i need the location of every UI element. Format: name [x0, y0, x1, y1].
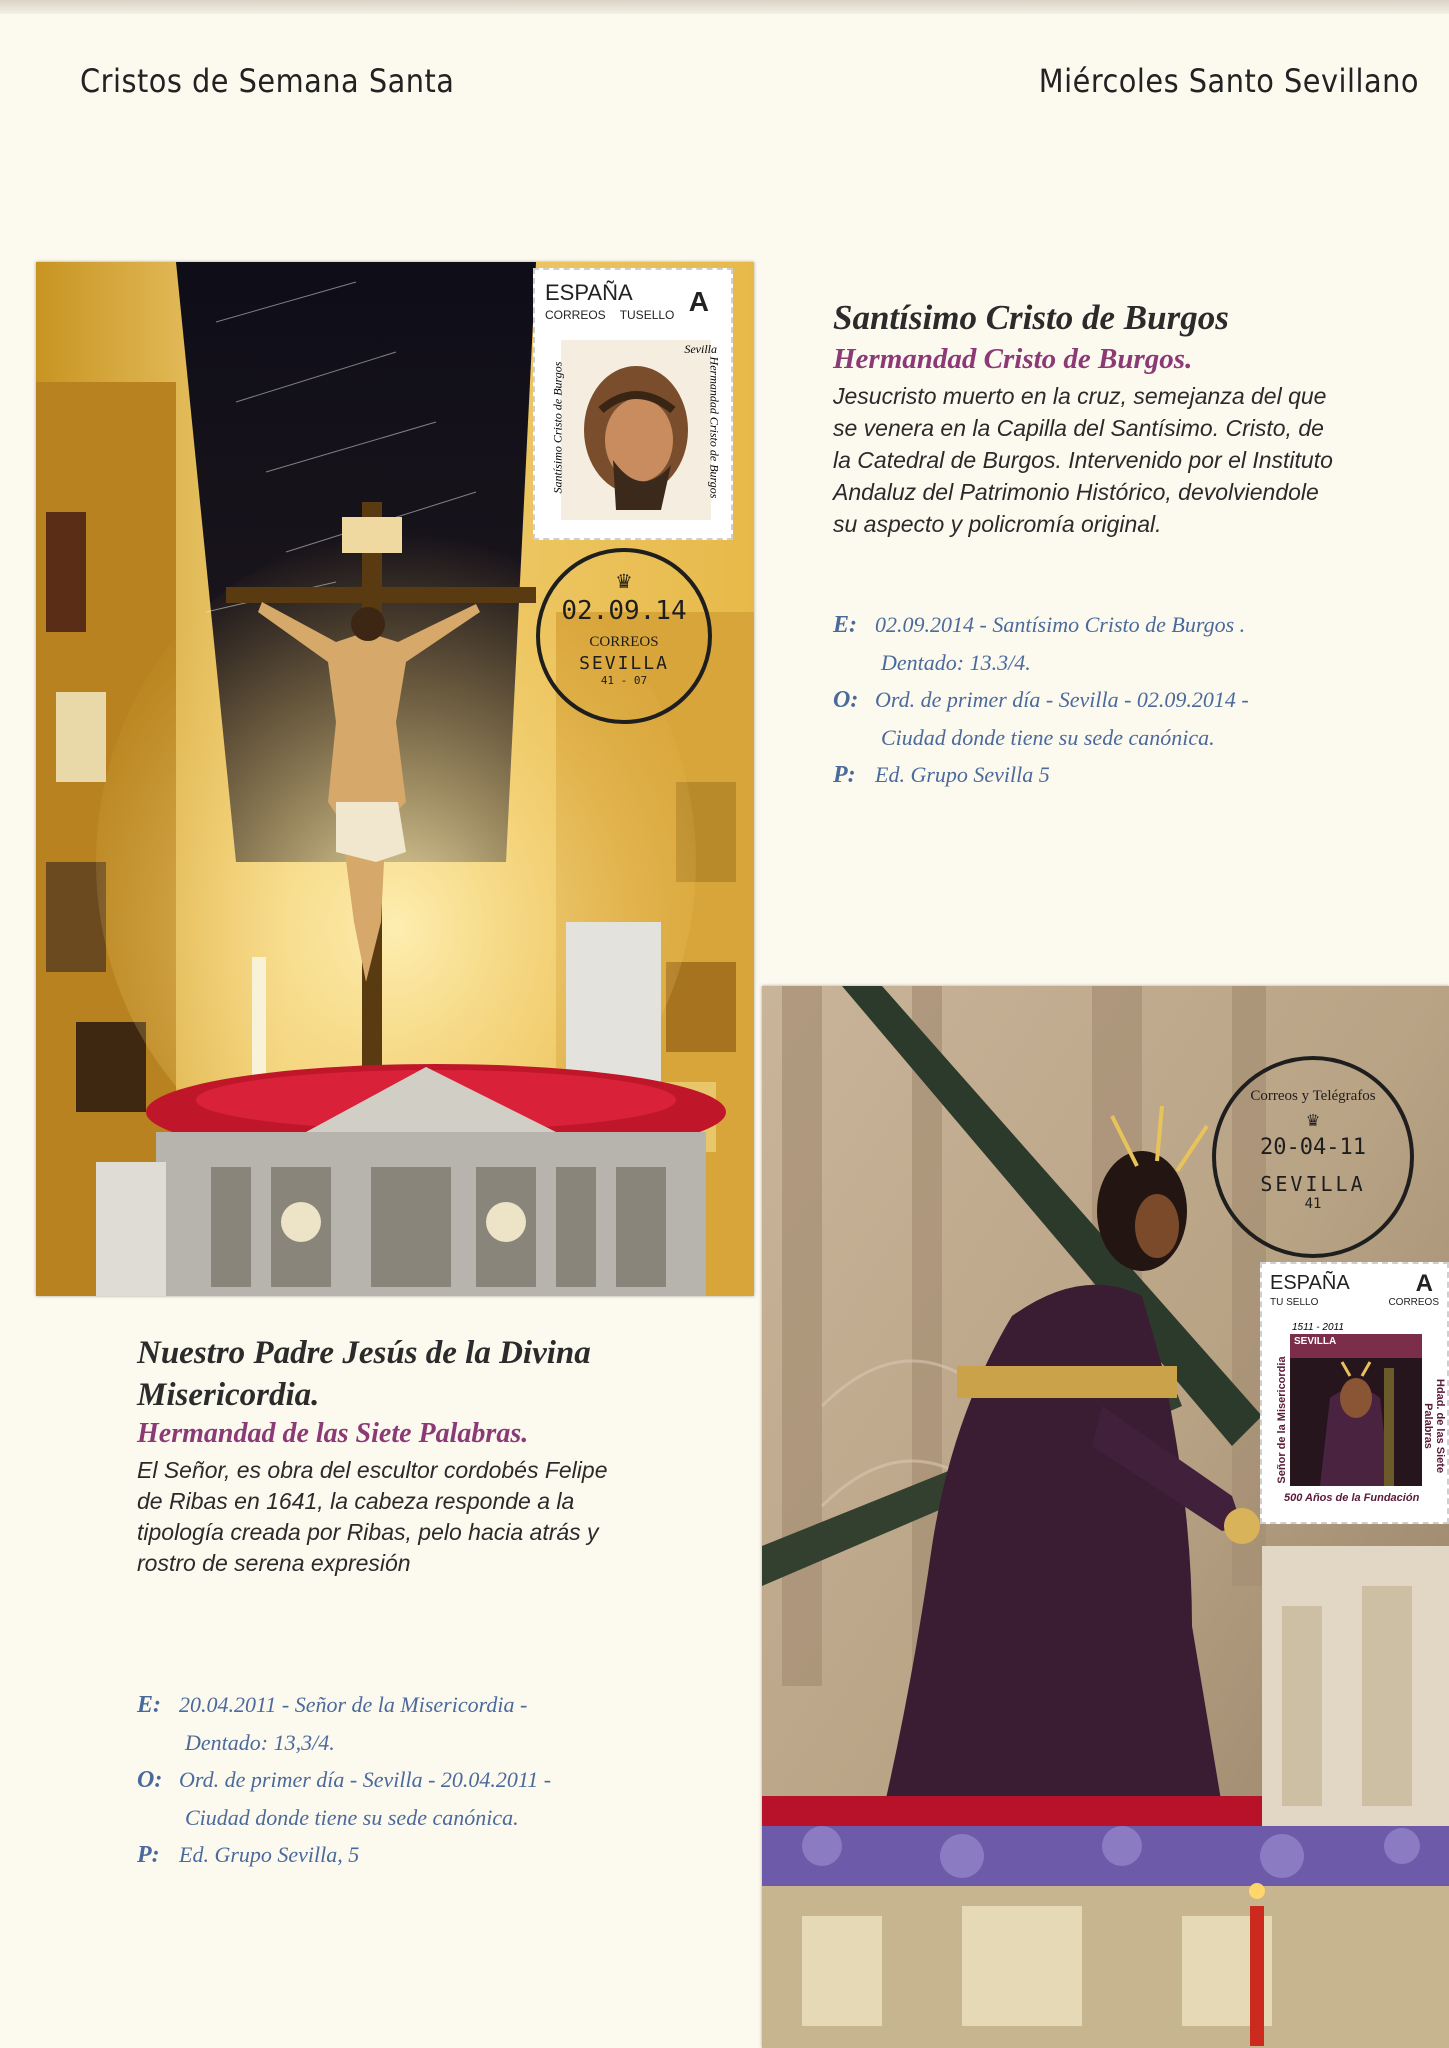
- emission-label: E:: [137, 1692, 161, 1718]
- obliteration-label: O:: [833, 687, 859, 713]
- publisher-label: P:: [137, 1842, 160, 1868]
- section2-description-line: El Señor, es obra del escultor cordobés Felipe: [137, 1457, 608, 1483]
- section1-subtitle: Hermandad Cristo de Burgos.: [833, 343, 1193, 375]
- section2-description-line: rostro de serena expresión: [137, 1550, 411, 1576]
- section2-description: [137, 1455, 608, 1579]
- emission-line1: 20.04.2011 - Señor de la Misericordia -: [179, 1692, 528, 1717]
- section2-description-line: tipología creada por Ribas, pelo hacia atrás y: [137, 1519, 599, 1545]
- scan-edge: [0, 0, 1449, 14]
- section1-description-line: la Catedral de Burgos. Intervenido por el Instituto: [833, 447, 1333, 473]
- emission-line2: Dentado: 13.3/4.: [881, 650, 1031, 675]
- section2-title-line1: Nuestro Padre Jesús de la Divina: [137, 1335, 591, 1371]
- header-left: Cristos de Semana Santa: [80, 62, 455, 100]
- publisher-label: P:: [833, 762, 856, 788]
- emission-line2: Dentado: 13,3/4.: [185, 1730, 335, 1755]
- stamp-country: ESPAÑA: [545, 280, 633, 305]
- section1-philatelic-data: [833, 606, 1249, 794]
- stamp-image-christ-head: [561, 340, 711, 520]
- stamp-rate: A: [1415, 1270, 1433, 1297]
- stamp-right-text: Hermandad Cristo de Burgos: [707, 356, 722, 499]
- postmark-date: 02.09.14: [561, 596, 687, 626]
- postmark-sevilla-2011: [1212, 1056, 1414, 1258]
- stamp-bottom-text: 500 Años de la Fundación: [1284, 1492, 1420, 1504]
- crown-icon: ♛: [616, 566, 632, 594]
- section1-description-line: Jesucristo muerto en la cruz, semejanza del que: [833, 383, 1327, 409]
- postmark-code: 41: [1304, 1196, 1322, 1212]
- emission-line1: 02.09.2014 - Santísimo Cristo de Burgos .: [875, 612, 1246, 637]
- section1-description-line: se venera en la Capilla del Santísimo. Cristo, de: [833, 415, 1324, 441]
- section2-title: [137, 1332, 591, 1416]
- obliteration-line2: Ciudad donde tiene su sede canónica.: [881, 725, 1215, 750]
- postmark-code: 41 - 07: [600, 674, 648, 687]
- postage-stamp-divina-misericordia: [1260, 1262, 1449, 1524]
- section2-philatelic-data: [137, 1686, 551, 1874]
- stamp-brand: CORREOS: [545, 308, 606, 322]
- stamp-left-text: Santísimo Cristo de Burgos: [550, 361, 565, 494]
- postmark-city: SEVILLA: [579, 653, 669, 674]
- stamp-product: TU SELLO: [1270, 1297, 1319, 1308]
- stamp-rate: A: [688, 286, 709, 317]
- postmark-brand: CORREOS: [589, 634, 659, 650]
- postmark-date: 20-04-11: [1260, 1135, 1366, 1160]
- stamp-years: 1511 - 2011: [1292, 1322, 1344, 1333]
- publisher-line1: Ed. Grupo Sevilla, 5: [179, 1842, 360, 1867]
- crown-icon: ♛: [1306, 1107, 1320, 1131]
- stamp-brand: CORREOS: [1388, 1297, 1439, 1308]
- obliteration-line2: Ciudad donde tiene su sede canónica.: [185, 1805, 519, 1830]
- emission-label: E:: [833, 612, 857, 638]
- publisher-line1: Ed. Grupo Sevilla 5: [875, 762, 1050, 787]
- section1-description-line: su aspecto y policromía original.: [833, 511, 1162, 537]
- section1-description-line: Andaluz del Patrimonio Histórico, devolviendole: [833, 479, 1319, 505]
- obliteration-label: O:: [137, 1767, 163, 1793]
- section2-title-line2: Misericordia.: [137, 1377, 320, 1413]
- stamp-left-text: Señor de la Misericordia: [1276, 1356, 1288, 1484]
- postmark-sevilla-2014: [536, 548, 712, 724]
- maximum-card-cristo-de-burgos: [36, 262, 754, 1296]
- stamp-place: SEVILLA: [1290, 1334, 1422, 1358]
- obliteration-line1: Ord. de primer día - Sevilla - 20.04.2011 -: [179, 1767, 552, 1792]
- section2-subtitle: Hermandad de las Siete Palabras.: [137, 1418, 529, 1449]
- section1-title: Santísimo Cristo de Burgos: [833, 298, 1229, 337]
- stamp-product: TUSELLO: [619, 308, 675, 322]
- section2-description-line: de Ribas en 1641, la cabeza responde a la: [137, 1488, 575, 1514]
- postmark-city: SEVILLA: [1260, 1172, 1366, 1196]
- section1-description: [833, 380, 1333, 540]
- stamp-right-text: Hdad. de las Siete Palabras: [1422, 1378, 1446, 1474]
- postmark-top: Correos y Telégrafos: [1250, 1088, 1376, 1104]
- stamp-image-jesus: [1290, 1358, 1422, 1486]
- maximum-card-divina-misericordia: [762, 986, 1449, 2048]
- header-right: Miércoles Santo Sevillano: [1038, 62, 1419, 100]
- stamp-place: Sevilla: [684, 342, 717, 356]
- postage-stamp-cristo-de-burgos: [533, 268, 733, 540]
- stamp-country: ESPAÑA: [1270, 1272, 1350, 1294]
- obliteration-line1: Ord. de primer día - Sevilla - 02.09.2014 -: [875, 687, 1249, 712]
